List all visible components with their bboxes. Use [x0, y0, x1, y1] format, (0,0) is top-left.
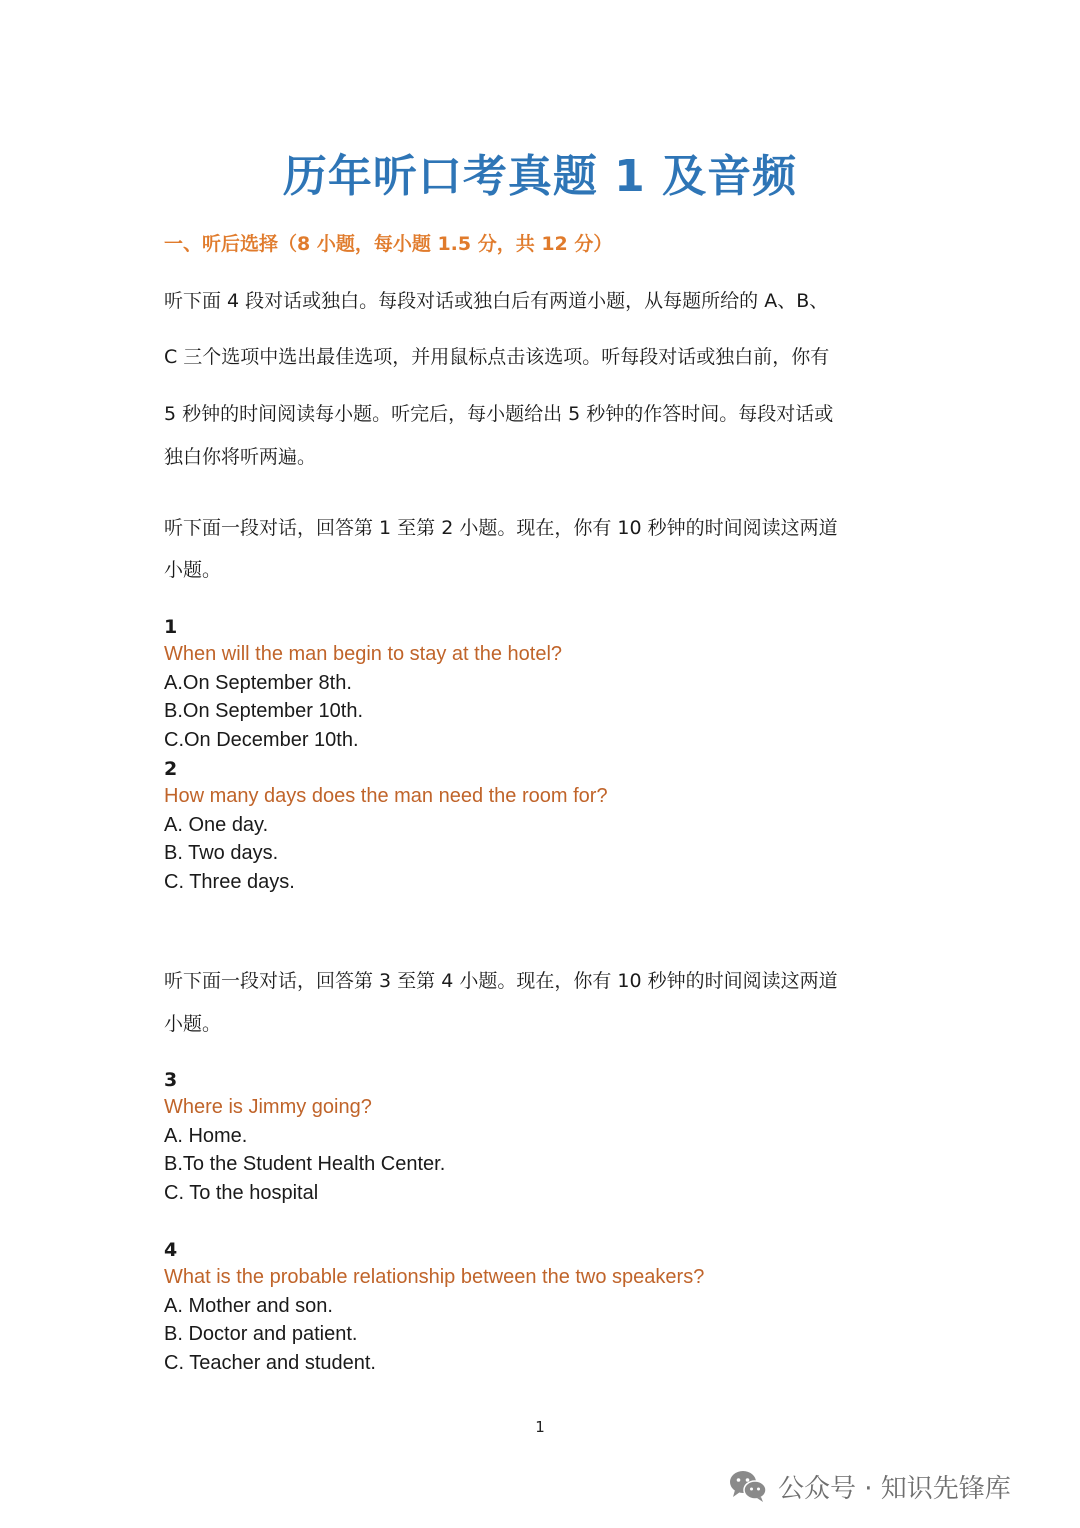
answer-option[interactable]: C.On December 10th. — [164, 729, 359, 751]
watermark — [728, 1462, 1011, 1510]
answer-option[interactable]: B.On September 10th. — [164, 700, 364, 722]
answer-option[interactable]: C. Three days. — [164, 871, 295, 893]
instruction-line: 独白你将听两遍。 — [164, 446, 317, 468]
question-text: How many days does the man need the room for? — [164, 785, 608, 807]
page-title: 历年听口考真题 1 及音频 — [282, 151, 798, 202]
watermark-text: 公众号 · 知识先锋库 — [778, 1473, 1011, 1504]
answer-option[interactable]: A.On September 8th. — [164, 672, 352, 694]
question-number: 4 — [164, 1239, 178, 1261]
question-number: 2 — [164, 758, 178, 780]
answer-option[interactable]: A. Mother and son. — [164, 1295, 333, 1317]
question-text: What is the probable relationship between the two speakers? — [164, 1266, 705, 1288]
answer-option[interactable]: B. Two days. — [164, 842, 279, 864]
wechat-icon — [728, 1469, 768, 1503]
dialogue-intro: 小题。 — [164, 1013, 222, 1035]
section-heading: 一、听后选择（8 小题，每小题 1.5 分，共 12 分） — [164, 233, 613, 255]
question-number: 1 — [164, 616, 178, 638]
dialogue-intro: 小题。 — [164, 559, 222, 581]
instruction-line: C 三个选项中选出最佳选项，并用鼠标点击该选项。听每段对话或独白前，你有 — [164, 346, 830, 368]
answer-option[interactable]: A. Home. — [164, 1125, 248, 1147]
answer-option[interactable]: B.To the Student Health Center. — [164, 1153, 446, 1175]
answer-option[interactable]: B. Doctor and patient. — [164, 1323, 358, 1345]
dialogue-intro: 听下面一段对话，回答第 1 至第 2 小题。现在，你有 10 秒钟的时间阅读这两道 — [164, 517, 838, 539]
answer-option[interactable]: C. Teacher and student. — [164, 1352, 376, 1374]
page-number: 1 — [535, 1418, 545, 1436]
answer-option[interactable]: A. One day. — [164, 814, 269, 836]
instruction-line: 听下面 4 段对话或独白。每段对话或独白后有两道小题，从每题所给的 A、B、 — [164, 290, 829, 312]
question-number: 3 — [164, 1069, 178, 1091]
question-text: Where is Jimmy going? — [164, 1096, 372, 1118]
dialogue-intro: 听下面一段对话，回答第 3 至第 4 小题。现在，你有 10 秒钟的时间阅读这两道 — [164, 970, 838, 992]
answer-option[interactable]: C. To the hospital — [164, 1182, 319, 1204]
instruction-line: 5 秒钟的时间阅读每小题。听完后，每小题给出 5 秒钟的作答时间。每段对话或 — [164, 403, 834, 425]
question-text: When will the man begin to stay at the hotel? — [164, 643, 563, 665]
